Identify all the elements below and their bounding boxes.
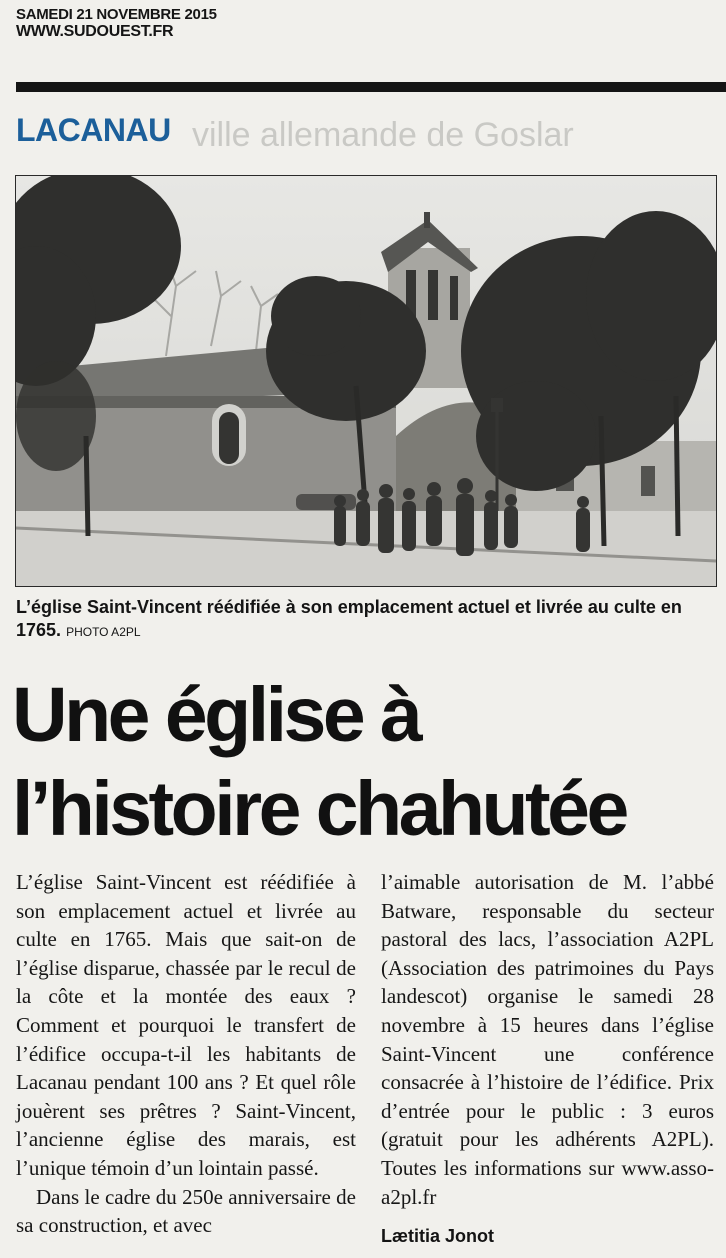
photo-credit: PHOTO A2PL [66, 625, 141, 639]
article-column-1 [16, 868, 356, 1240]
headline-line-1: Une église à [12, 672, 420, 758]
photo-caption [16, 596, 706, 644]
headline-line-2: l’histoire chahutée [12, 766, 626, 852]
show-through-text: ville allemande de Goslar [192, 116, 574, 152]
article-paragraph-2: Dans le cadre du 250e anniversaire de sa construction, et avec [16, 1184, 356, 1238]
header-website[interactable]: WWW.SUDOUEST.FR [16, 23, 174, 40]
section-label: LACANAU [16, 112, 171, 148]
header-date: SAMEDI 21 NOVEMBRE 2015 [16, 6, 217, 23]
church-photo [15, 175, 717, 587]
article-paragraph-1: L’église Saint-Vincent est réédifiée à son emplacement actuel et livrée au culte en 1765. Mais que sait-on de l’église disparue, chassée par le recul de la côte et la montée des eaux ? Comment et pourquoi le transfert de l’édifice occupa-t-il les habitants de Lacanau pendant 100 ans ? Et quel rôle jouèrent ses prêtres ? Saint-Vincent, l’ancienne église des marais, est l’unique témoin d’un lointain passé. [16, 870, 356, 1180]
article-paragraph-3: l’aimable autorisation de M. l’abbé Batware, responsable du secteur pastoral des lacs, l’association A2PL (Association des patrimoines du Pays landescot) organise le samedi 28 novembre à 15 heures dans l’église Saint-Vincent une conférence consacrée à l’histoire de l’édifice. Prix d’entrée pour le public : 3 euros (gratuit pour les adhérents A2PL). Toutes les informations sur www.asso-a2pl.fr [381, 870, 714, 1209]
caption-text: L’église Saint-Vincent réédifiée à son emplacement actuel et livrée au culte en 1765. [16, 597, 682, 640]
church-photo-illustration [16, 176, 716, 586]
article-column-2 [381, 868, 714, 1211]
author-byline: Lætitia Jonot [381, 1226, 494, 1246]
header-rule [16, 82, 726, 92]
headline [12, 668, 722, 856]
